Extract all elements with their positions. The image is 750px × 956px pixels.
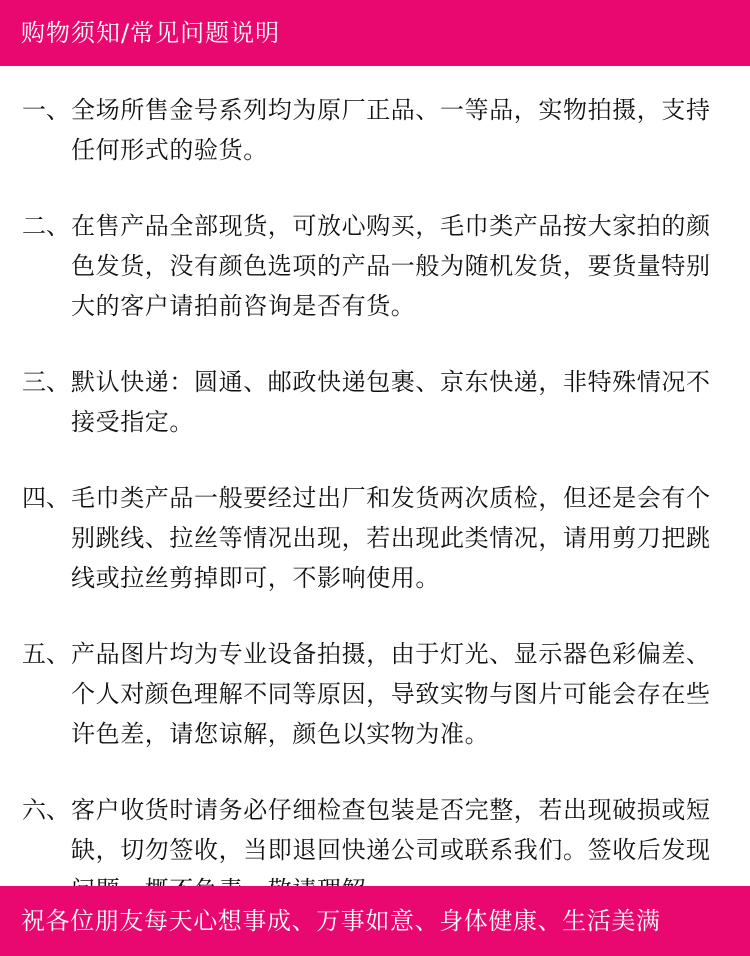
notice-number: 三、: [22, 368, 70, 396]
header-banner: [0, 0, 750, 66]
notice-item-5: [0, 634, 750, 754]
footer-wish-text: 祝各位朋友每天心想事成、万事如意、身体健康、生活美满: [21, 907, 661, 935]
notice-item-2: [0, 206, 750, 326]
notice-list: [0, 90, 750, 946]
notice-number: 四、: [22, 484, 70, 512]
notice-text: 毛巾类产品一般要经过出厂和发货两次质检，但还是会有个别跳线、拉丝等情况出现，若出现此类情况，请用剪刀把跳线或拉丝剪掉即可，不影响使用。: [71, 484, 711, 592]
notice-text: 全场所售金号系列均为原厂正品、一等品，实物拍摄，支持任何形式的验货。: [71, 96, 711, 164]
notice-number: 五、: [22, 640, 70, 668]
page-title: 购物须知/常见问题说明: [21, 19, 281, 47]
notice-number: 六、: [22, 796, 70, 824]
notice-text: 在售产品全部现货，可放心购买，毛巾类产品按大家拍的颜色发货，没有颜色选项的产品一般为随机发货，要货量特别大的客户请拍前咨询是否有货。: [71, 212, 711, 320]
notice-item-4: [0, 478, 750, 598]
notice-item-3: [0, 362, 750, 442]
notice-text: 默认快递：圆通、邮政快递包裹、京东快递，非特殊情况不接受指定。: [71, 368, 711, 436]
notice-item-1: [0, 90, 750, 170]
notice-text: 客户收货时请务必仔细检查包装是否完整，若出现破损或短缺，切勿签收，当即退回快递公司或联系我们。签收后发现: [71, 796, 711, 864]
footer-banner: [0, 886, 750, 956]
notice-text: 产品图片均为专业设备拍摄，由于灯光、显示器色彩偏差、个人对颜色理解不同等原因，导致实物与图片可能会存在些许色差，请您谅解，颜色以实物为准。: [71, 640, 711, 748]
notice-number: 一、: [22, 96, 70, 124]
notice-number: 二、: [22, 212, 70, 240]
